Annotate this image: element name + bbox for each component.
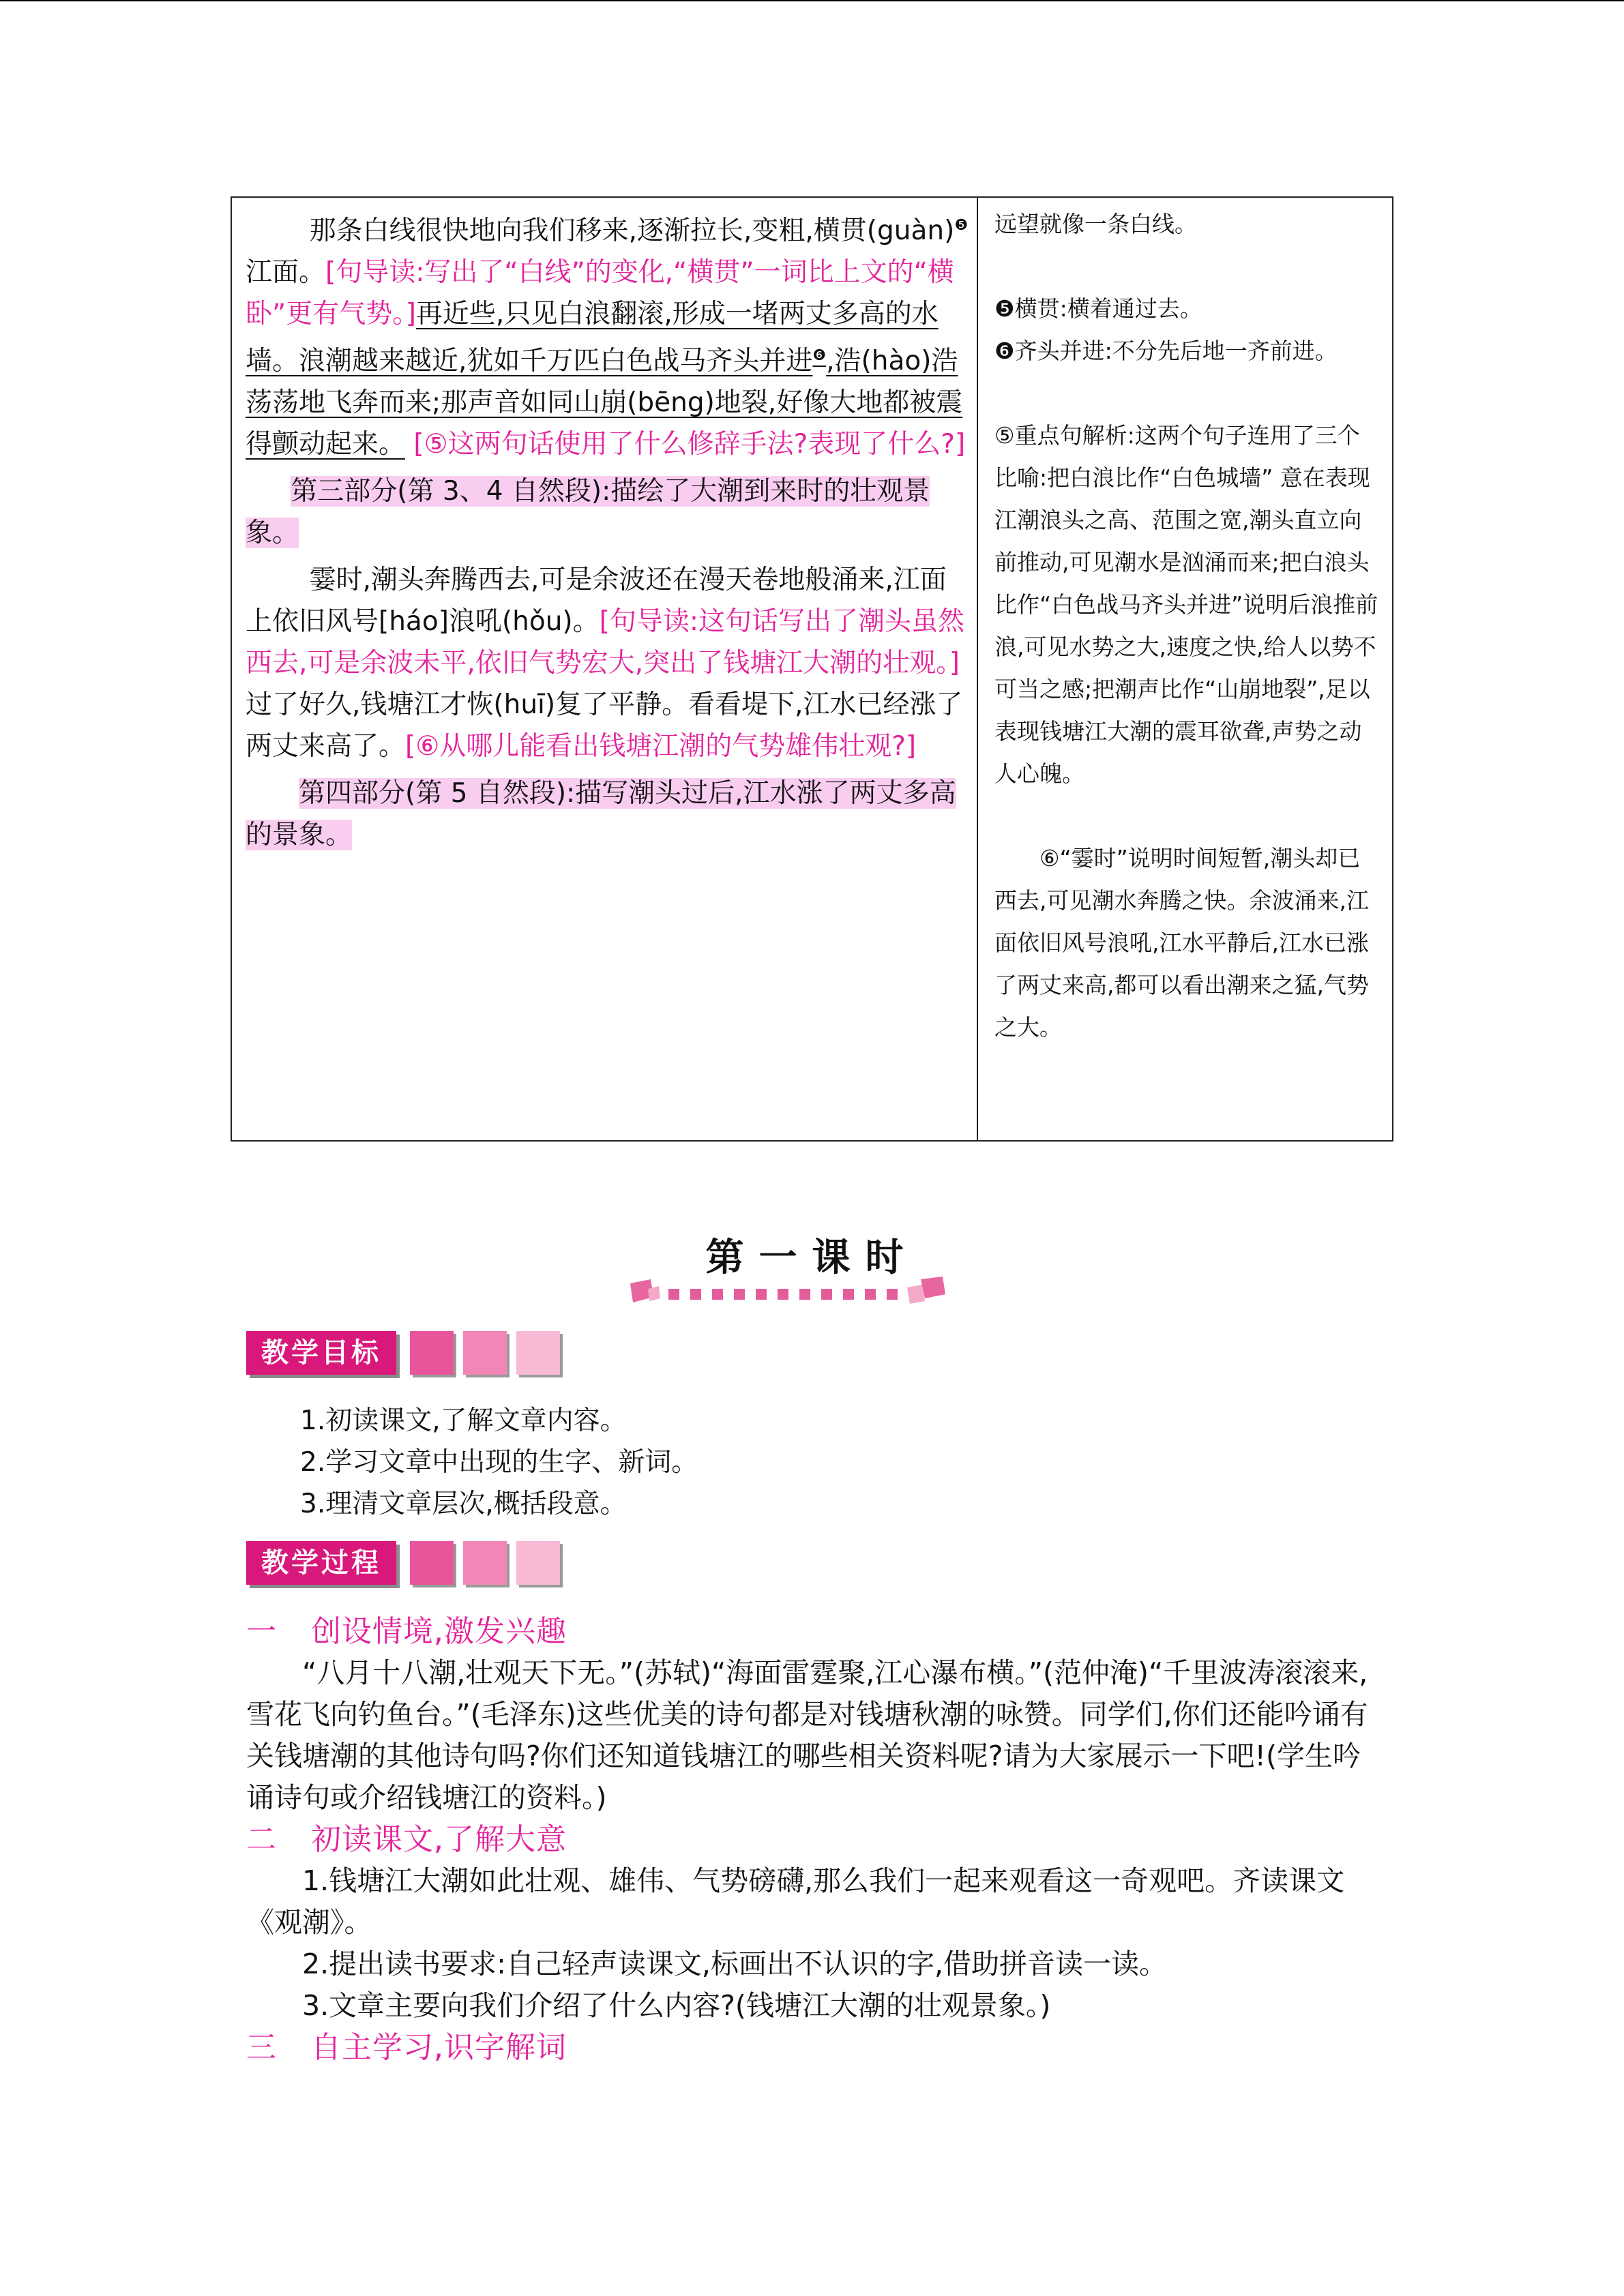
- reading-guide-annotation: [句导读:这句话写出了潮头虽然西去,可是余波未平,依旧气势宏大,突出了钱塘江大潮的壮观。]: [246, 606, 964, 679]
- paragraph: 3.文章主要向我们介绍了什么内容?(钱塘江大潮的壮观景象。): [302, 1989, 1051, 2022]
- step-heading: [246, 1819, 1372, 1860]
- process-badge: 教学过程: [246, 1541, 396, 1585]
- table-column-divider: [977, 198, 978, 1140]
- part-three-summary: [246, 471, 969, 554]
- highlighted-summary: 第三部分(第 3、4 自然段):描绘了大潮到来时的壮观景象。: [246, 476, 930, 548]
- step-title: 初读课文,了解大意: [311, 1822, 567, 1857]
- process-body: [246, 1611, 1372, 2068]
- step-number: 一: [246, 1614, 277, 1649]
- step-number: 三: [246, 2030, 277, 2065]
- top-border-line: [0, 0, 1624, 1]
- lesson-title: 第一课时: [705, 1235, 919, 1280]
- title-decoration-icon: [628, 1274, 948, 1308]
- note-text: ❻齐头并进:不分先后地一齐前进。: [994, 338, 1338, 364]
- text: 那条白线很快地向我们移来,逐渐拉长,变粗,横贯(guàn): [309, 215, 955, 246]
- list-item: 1.初读课文,了解文章内容。: [300, 1405, 627, 1436]
- decor-square: [516, 1331, 560, 1375]
- highlighted-summary: 第四部分(第 5 自然段):描写潮头过后,江水涨了两丈多高的景象。: [246, 778, 956, 850]
- underlined-key-sentence: ,浩(hào)浩荡荡地飞奔而来;那声音如同山崩(bēng)地裂,好像大地都被震得颤动起来。: [246, 346, 963, 460]
- paragraph: 1.钱塘江大潮如此壮观、雄伟、气势磅礴,那么我们一起来观看这一奇观吧。齐读课文《观潮》。: [246, 1864, 1345, 1939]
- decor-square: [463, 1331, 507, 1375]
- paragraph: 2.提出读书要求:自己轻声读课文,标画出不认识的字,借助拼音读一读。: [302, 1948, 1167, 1980]
- list-item: 2.学习文章中出现的生字、新词。: [300, 1447, 698, 1478]
- paragraph-white-line: [246, 205, 969, 465]
- notes-column: [994, 203, 1381, 1049]
- annotation-table: [231, 196, 1393, 1142]
- objectives-header: [246, 1330, 560, 1376]
- note-text: ❺横贯:横着通过去。: [994, 295, 1202, 322]
- list-item: 3.理清文章层次,概括段意。: [300, 1489, 627, 1519]
- footnote-marker: ❺: [954, 217, 969, 234]
- text: 霎时,潮头奔腾西去,可是余波还在漫天卷地般涌来,江面上依旧风号[háo]浪吼(hǒu)。: [246, 565, 947, 637]
- text-column: [246, 205, 969, 856]
- text: 江面。: [246, 257, 326, 288]
- note-text: ⑤重点句解析:这两个句子连用了三个比喻:把白浪比作“白色城墙” 意在表现江潮浪头之高、范围之宽,潮头直立向前推动,可见潮水是汹涌而来;把白浪头比作“白色战马齐头并进”说明后浪推前浪,可见水势之大,速度之快,给人以势不可当之感;把潮声比作“山崩地裂”,足以表现钱塘江大潮的震耳欲聋,声势之动人心魄。: [994, 422, 1378, 787]
- step-number: 二: [246, 1822, 277, 1857]
- question-annotation: [⑤这两句话使用了什么修辞手法?表现了什么?]: [413, 429, 966, 460]
- note-text: ⑥“霎时”说明时间短暂,潮头却已西去,可见潮水奔腾之快。余波涌来,江面依旧风号浪吼,江水平静后,江水已涨了两丈来高,都可以看出潮来之猛,气势之大。: [994, 845, 1369, 1041]
- question-annotation: [⑥从哪儿能看出钱塘江潮的气势雄伟壮观?]: [405, 731, 917, 762]
- objectives-badge: 教学目标: [246, 1331, 396, 1375]
- step-heading: [246, 1611, 1372, 1652]
- step-title: 自主学习,识字解词: [311, 2030, 567, 2065]
- decor-square: [516, 1541, 560, 1585]
- paragraph-aftermath: [246, 559, 969, 767]
- text: 过了好久,钱塘江才恢(huī)复了平静。看看堤下,江水已经涨了两丈来高了。: [246, 689, 963, 762]
- reading-guide-annotation: [句导读:写出了“白线”的变化,“横贯”一词比上文的“横卧”更有气势。]: [246, 257, 954, 329]
- decor-square: [463, 1541, 507, 1585]
- process-header: [246, 1540, 560, 1586]
- decor-square: [410, 1331, 454, 1375]
- note-text: 远望就像一条白线。: [994, 211, 1197, 237]
- step-heading: [246, 2027, 1372, 2068]
- paragraph: “八月十八潮,壮观天下无。”(苏轼)“海面雷霆聚,江心瀑布横。”(范仲淹)“千里波涛滚滚来,雪花飞向钓鱼台。”(毛泽东)这些优美的诗句都是对钱塘秋潮的咏赞。同学们,你们还能吟诵有关钱塘潮的其他诗句吗?你们还知道钱塘江的哪些相关资料呢?请为大家展示一下吧!(学生吟诵诗句或介绍钱塘江的资料。): [246, 1656, 1368, 1814]
- decor-square: [410, 1541, 454, 1585]
- step-title: 创设情境,激发兴趣: [311, 1614, 567, 1649]
- part-four-summary: [246, 773, 969, 856]
- objectives-list: [300, 1400, 698, 1525]
- footnote-marker: ❻: [812, 347, 827, 364]
- underlined-key-sentence: 再近些,只见白浪翻滚,形成一堵两丈多高的水墙。浪潮越来越近,犹如千万匹白色战马齐头并进: [246, 299, 939, 376]
